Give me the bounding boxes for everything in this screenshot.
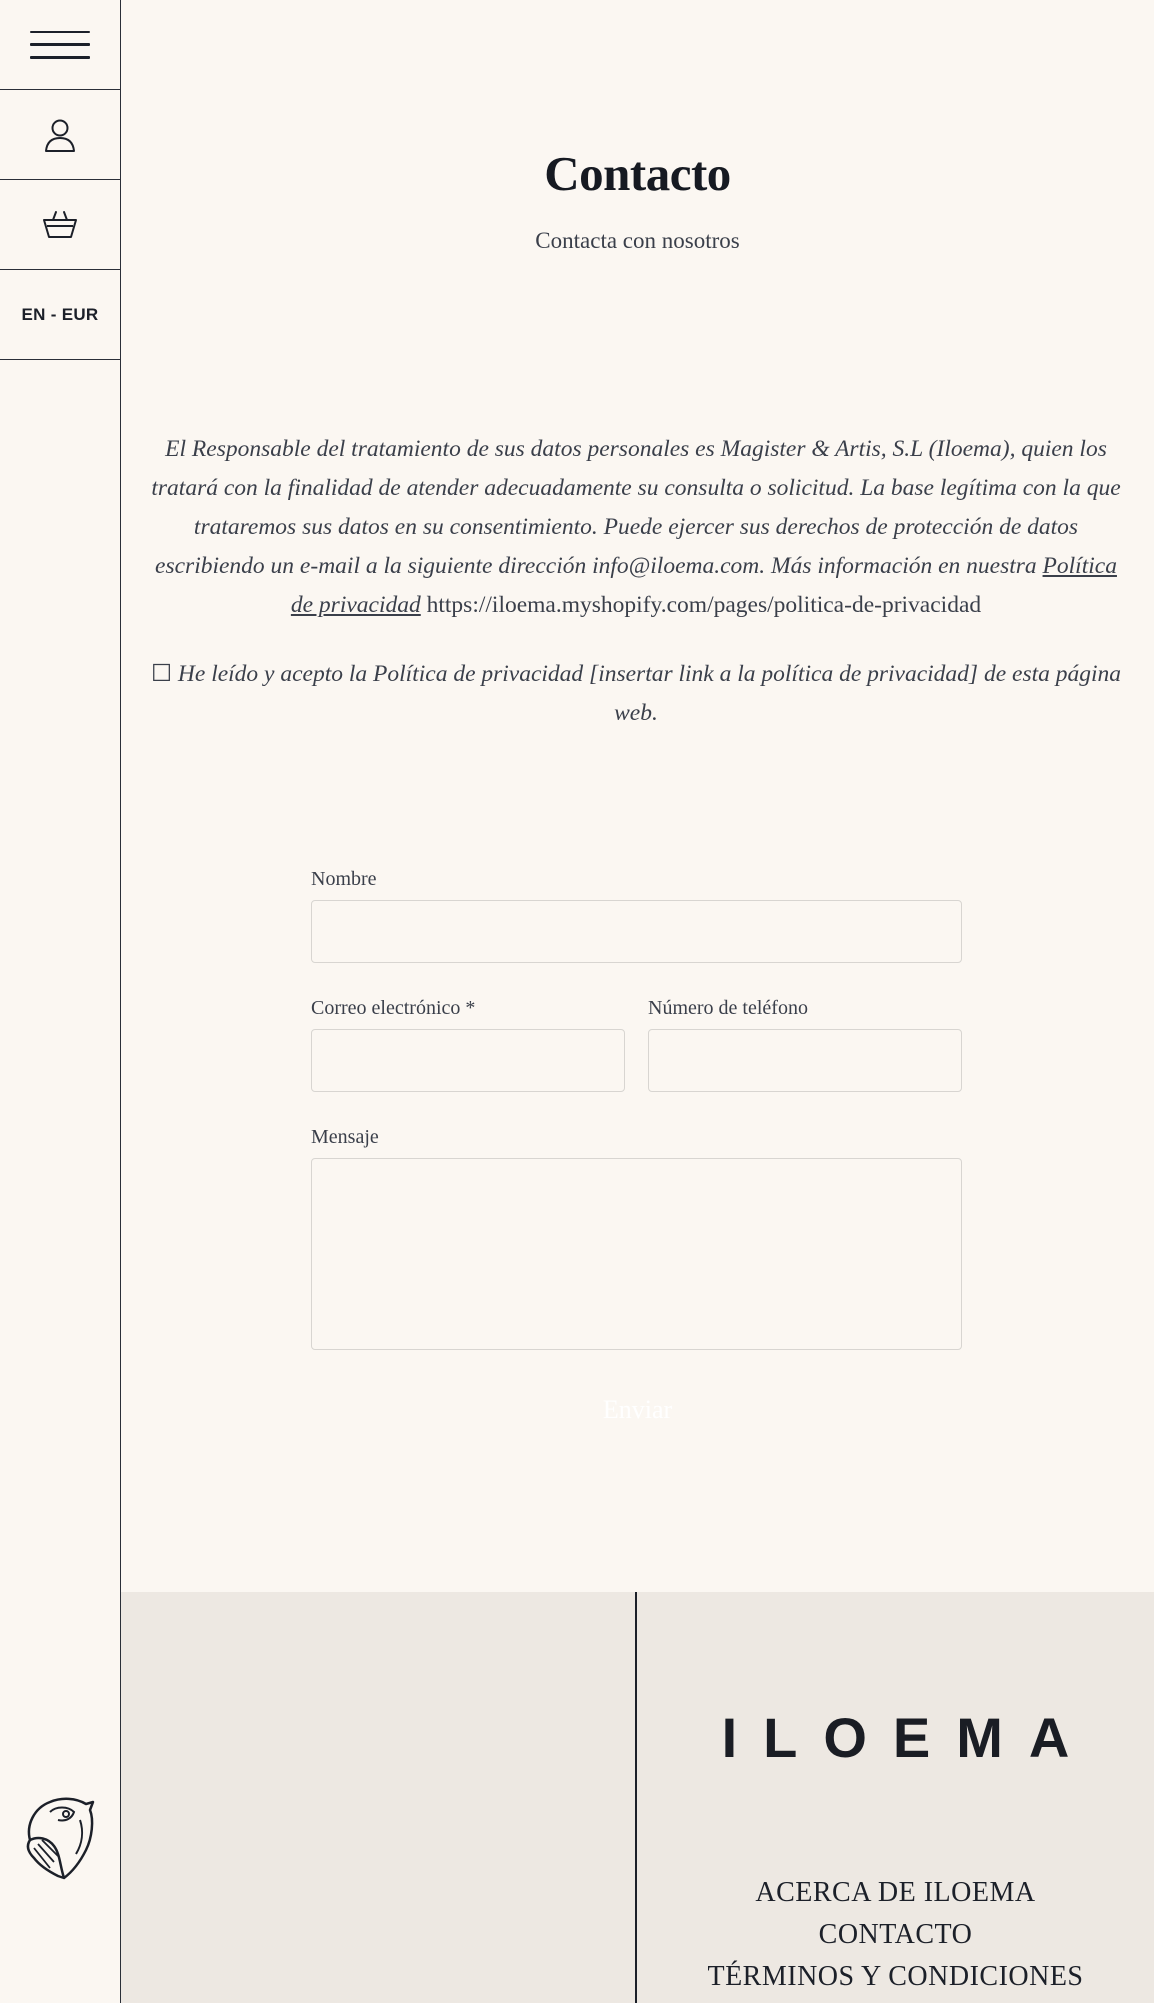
name-input[interactable]: [311, 900, 962, 963]
privacy-notice: [146, 430, 1126, 625]
page-subtitle: Contacta con nosotros: [535, 228, 740, 253]
consent-statement: [146, 655, 1126, 733]
menu-button[interactable]: [0, 0, 120, 90]
account-button[interactable]: [0, 90, 120, 180]
footer-link-terms[interactable]: TÉRMINOS Y CONDICIONES: [707, 1961, 1084, 1992]
sidebar: [0, 0, 121, 2003]
footer-nav: [637, 1872, 1154, 1998]
footer-link-contact[interactable]: CONTACTO: [818, 1919, 973, 1950]
user-icon: [44, 118, 76, 152]
page-title: Contacto: [544, 146, 731, 201]
consent-text: He leído y acepto la Política de privacidad [insertar link a la política de privacidad] de esta página web.: [172, 661, 1122, 726]
phone-input[interactable]: [648, 1029, 962, 1092]
privacy-url: https://iloema.myshopify.com/pages/politica-de-privacidad: [426, 592, 982, 618]
consent-checkbox[interactable]: ☐: [150, 661, 173, 687]
bird-logo-icon[interactable]: [20, 1790, 96, 1880]
message-textarea[interactable]: [311, 1158, 962, 1350]
message-label: Mensaje: [311, 1126, 379, 1148]
privacy-policy-link[interactable]: Política de privacidad: [290, 553, 1117, 618]
footer: [121, 1592, 1154, 2003]
brand-logo[interactable]: ILOEMA: [721, 1706, 1096, 1769]
phone-label: Número de teléfono: [648, 997, 808, 1019]
email-input[interactable]: [311, 1029, 625, 1092]
basket-icon: [42, 210, 78, 240]
name-label: Nombre: [311, 868, 377, 890]
email-label: Correo electrónico *: [311, 997, 476, 1019]
language-currency-selector[interactable]: [0, 270, 120, 360]
cart-button[interactable]: [0, 180, 120, 270]
language-label: EN - EUR: [21, 304, 99, 324]
privacy-text: El Responsable del tratamiento de sus datos personales es Magister & Artis, S.L (Iloema), quien los tratará con la finalidad de atender adecuadamente su consulta o solicitud. La base legítima con la que trataremos sus datos en su consentimiento. Puede ejercer sus derechos de protección de datos escribiendo un e-mail a la siguiente dirección info@iloema.com. Más información en nuestra: [151, 436, 1121, 579]
hamburger-icon: [30, 31, 90, 59]
footer-link-about[interactable]: ACERCA DE ILOEMA: [755, 1877, 1036, 1908]
submit-button[interactable]: Enviar: [121, 1395, 1154, 1425]
